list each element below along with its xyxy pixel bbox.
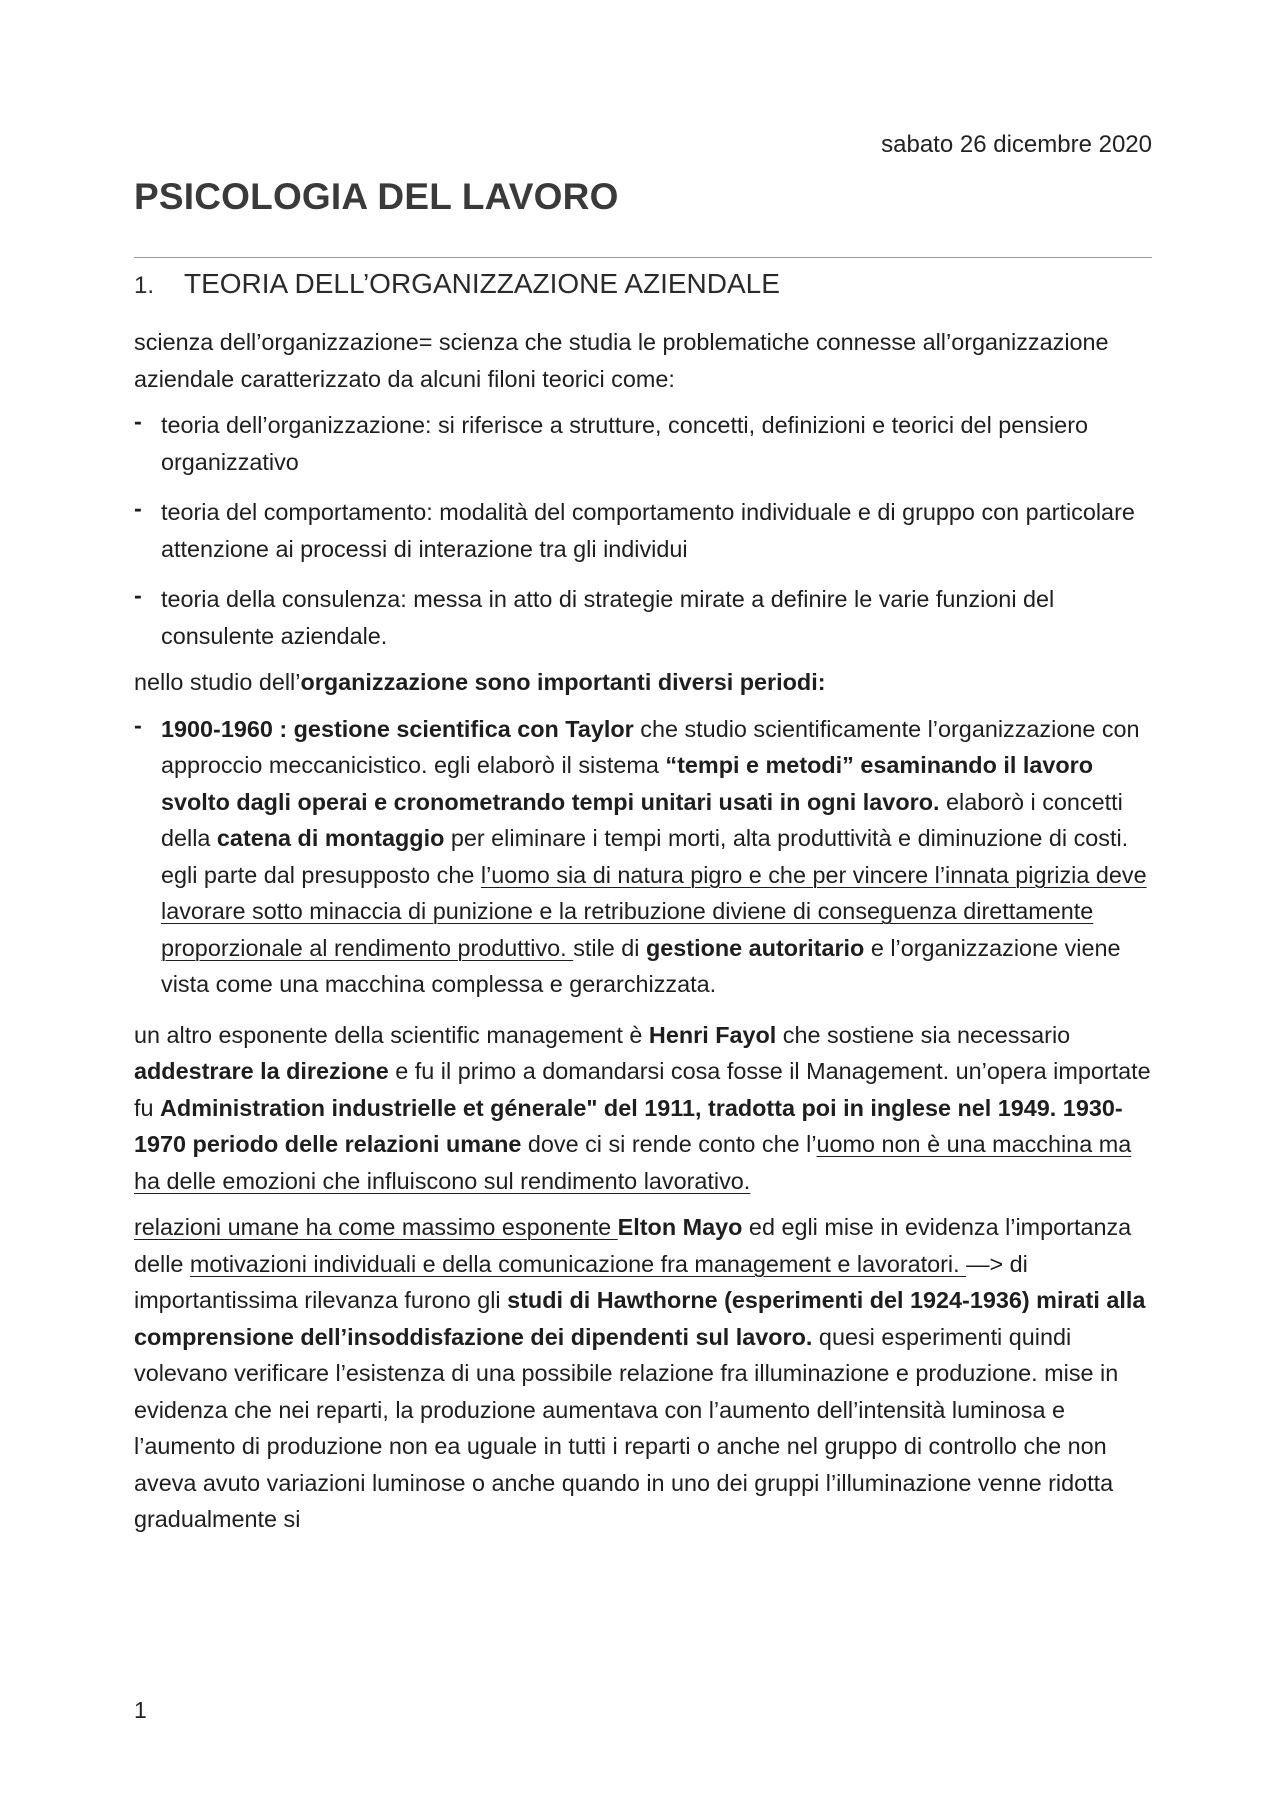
list-item-text: teoria dell’organizzazione: si riferisce a strutture, concetti, definizioni e teorici del pensiero organizzativo — [161, 412, 1088, 475]
list-item — [134, 407, 1156, 480]
list-item — [134, 581, 1156, 654]
bullet-dash: - — [134, 582, 142, 608]
section-number: 1. — [134, 272, 155, 299]
section-title: TEORIA DELL’ORGANIZZAZIONE AZIENDALE — [184, 268, 780, 299]
periods-intro-paragraph: nello studio dell’organizzazione sono importanti diversi periodi: — [134, 669, 826, 695]
title-divider — [134, 257, 1152, 258]
list-item — [134, 494, 1156, 567]
mayo-paragraph: relazioni umane ha come massimo esponente Elton Mayo ed egli mise in evidenza l’importanza delle motivazioni individuali e della comunicazione fra management e lavoratori. —> di importantissima rilevanza furono gli studi di Hawthorne (esperimenti del 1924-1936) mirati alla comprensione dell’insoddisfazione dei dipendenti sul lavoro. quesi esperimenti quindi volevano verificare l’esistenza di una possibile relazione fra illuminazione e produzione. mise in evidenza che nei reparti, la produzione aumentava con l’aumento dell’intensità luminosa e l’aumento di produzione non ea uguale in tutti i reparti o anche nel gruppo di controllo che non aveva avuto variazioni luminose o anche quando in uno dei gruppi l’illuminazione venne ridotta gradualmente si — [134, 1214, 1146, 1532]
taylor-list-item: - 1900-1960 : gestione scientifica con Taylor che studio scientificamente l’organizzazione con approccio meccanicistico. egli elaborò il sistema “tempi e metodi” esaminando il lavoro svolto dagli operai e cronometrando tempi unitari usati in ogni lavoro. elaborò i concetti della catena di montaggio per eliminare i tempi morti, alta produttività e diminuzione di costi. egli parte dal presupposto che l’uomo sia di natura pigro e che per vincere l’innata pigrizia deve lavorare sotto minaccia di punizione e la retribuzione diviene di conseguenza direttamente proporzionale al rendimento produttivo. stile di gestione autoritario e l’organizzazione viene vista come una macchina complessa e gerarchizzata. — [134, 711, 1156, 1003]
page-number: 1 — [134, 1697, 147, 1723]
page-title: PSICOLOGIA DEL LAVORO — [134, 176, 619, 217]
bullet-dash: - — [134, 711, 142, 738]
section-heading — [134, 268, 780, 300]
fayol-paragraph: un altro esponente della scientific management è Henri Fayol che sostiene sia necessario addestrare la direzione e fu il primo a domandarsi cosa fosse il Management. un’opera importate fu Administration industrielle et génerale" del 1911, tradotta poi in inglese nel 1949. 1930-1970 periodo delle relazioni umane dove ci si rende conto che l’uomo non è una macchina ma ha delle emozioni che influiscono sul rendimento lavorativo. — [134, 1021, 1151, 1194]
intro-paragraph: scienza dell’organizzazione= scienza che studia le problematiche connesse all’organizzazione aziendale caratterizzato da alcuni filoni teorici come: — [134, 329, 1109, 392]
document-date: sabato 26 dicembre 2020 — [881, 131, 1152, 158]
bullet-dash: - — [134, 495, 142, 521]
bullet-dash: - — [134, 408, 142, 434]
list-item-text: teoria del comportamento: modalità del comportamento individuale e di gruppo con particolare attenzione ai processi di interazione tra gli individui — [161, 499, 1135, 562]
list-item-text: teoria della consulenza: messa in atto di strategie mirate a definire le varie funzioni del consulente aziendale. — [161, 586, 1055, 649]
document-body — [134, 324, 1156, 1548]
